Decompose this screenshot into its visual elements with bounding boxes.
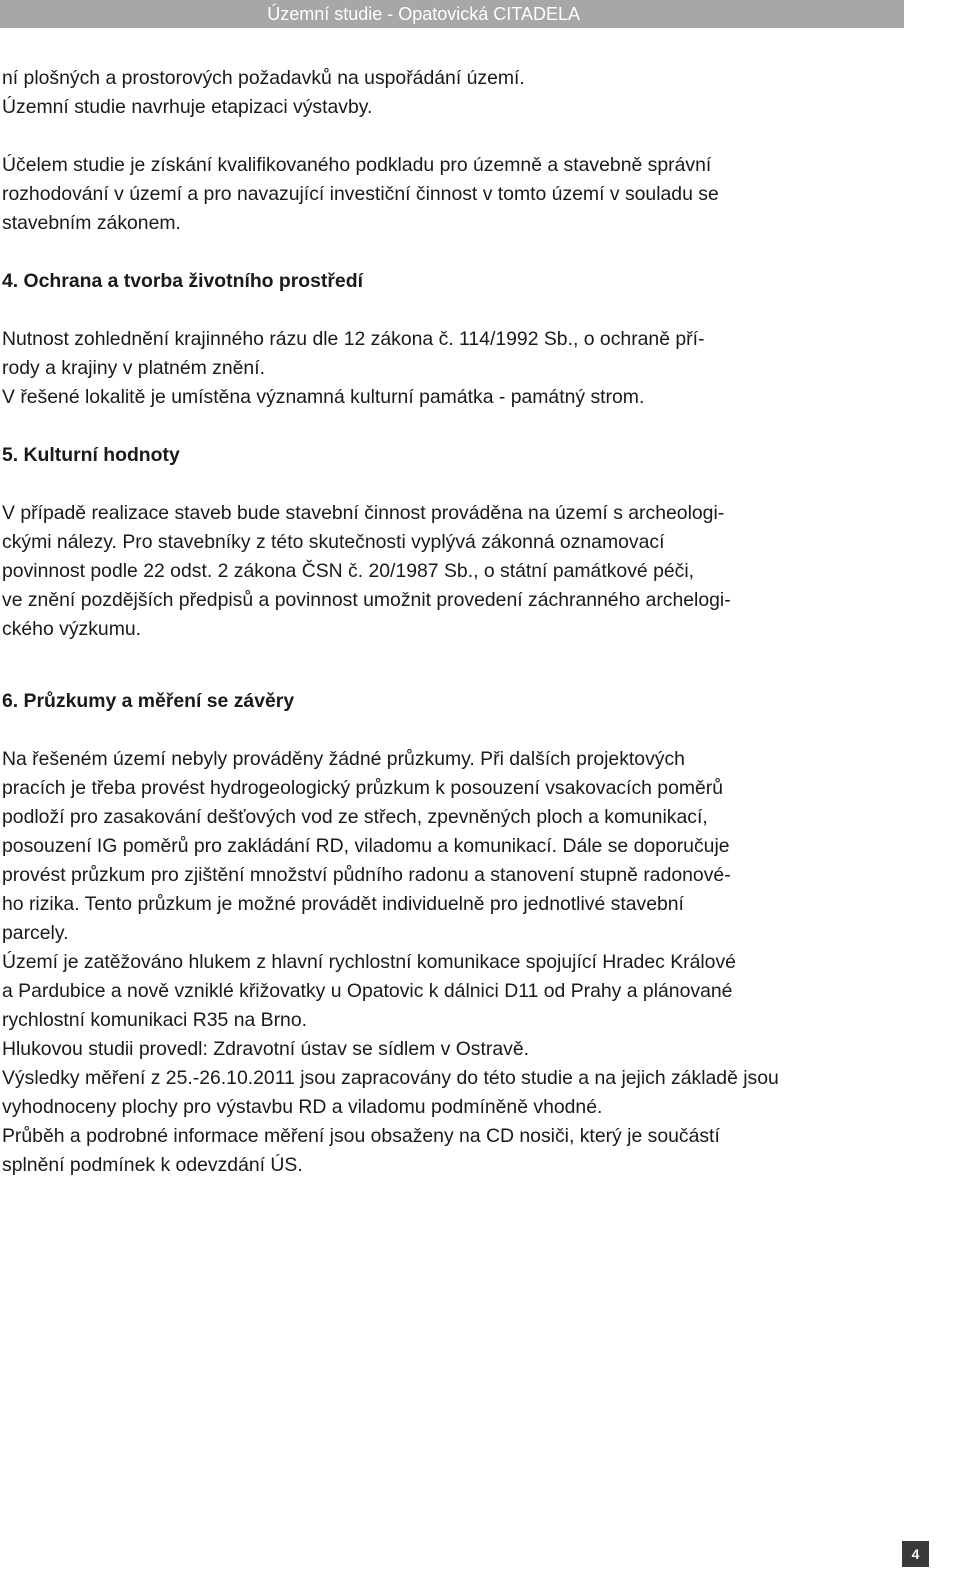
section-4-heading: 4. Ochrana a tvorba životního prostředí — [2, 270, 363, 292]
section-6-heading: 6. Průzkumy a měření se závěry — [2, 690, 295, 712]
section-5-line: ve znění pozdějších předpisů a povinnost umožnit provedení záchranného archelogi- — [2, 589, 731, 611]
section-6-line: Na řešeném území nebyly prováděny žádné průzkumy. Při dalších projektových — [2, 748, 685, 770]
section-6-line: provést průzkum pro zjištění množství půdního radonu a stanovení stupně radonové- — [2, 864, 731, 886]
purpose-line: rozhodování v území a pro navazující investiční činnost v tomto území v souladu se — [2, 183, 719, 205]
section-5-line: ckého výzkumu. — [2, 618, 142, 640]
section-6-line: posouzení IG poměrů pro zakládání RD, viladomu a komunikací. Dále se doporučuje — [2, 835, 730, 857]
section-6-line: Průběh a podrobné informace měření jsou obsaženy na CD nosiči, který je součástí — [2, 1125, 720, 1147]
section-6-line: a Pardubice a nově vzniklé křižovatky u Opatovic k dálnici D11 od Prahy a plánované — [2, 980, 733, 1002]
section-4-line: rody a krajiny v platném znění. — [2, 357, 265, 379]
section-6-line: parcely. — [2, 922, 69, 944]
section-4-line: V řešené lokalitě je umístěna významná kulturní památka - památný strom. — [2, 386, 645, 408]
section-5-heading: 5. Kulturní hodnoty — [2, 444, 180, 466]
page-number: 4 — [902, 1541, 929, 1567]
section-6-line: vyhodnoceny plochy pro výstavbu RD a viladomu podmíněně vhodné. — [2, 1096, 603, 1118]
purpose-line: Účelem studie je získání kvalifikovaného podkladu pro územně a stavebně správní — [2, 154, 712, 176]
section-6-line: splnění podmínek k odevzdání ÚS. — [2, 1154, 303, 1176]
section-5-line: povinnost podle 22 odst. 2 zákona ČSN č. 20/1987 Sb., o státní památkové péči, — [2, 560, 695, 582]
section-6-line: Hlukovou studii provedl: Zdravotní ústav se sídlem v Ostravě. — [2, 1038, 530, 1060]
section-6-line: podloží pro zasakování dešťových vod ze střech, zpevněných ploch a komunikací, — [2, 806, 708, 828]
section-4-line: Nutnost zohlednění krajinného rázu dle 12 zákona č. 114/1992 Sb., o ochraně pří- — [2, 328, 705, 350]
section-6-line: Výsledky měření z 25.-26.10.2011 jsou zapracovány do této studie a na jejich základě jsou — [2, 1067, 779, 1089]
section-6-line: pracích je třeba provést hydrogeologický průzkum k posouzení vsakovacích poměrů — [2, 777, 724, 799]
section-6-line: ho rizika. Tento průzkum je možné provádět individuelně pro jednotlivé stavební — [2, 893, 684, 915]
section-5-line: V případě realizace staveb bude stavební činnost prováděna na území s archeologi- — [2, 502, 725, 524]
purpose-line: stavebním zákonem. — [2, 212, 181, 234]
section-6-line: Území je zatěžováno hlukem z hlavní rychlostní komunikace spojující Hradec Králové — [2, 951, 736, 973]
intro-line: ní plošných a prostorových požadavků na uspořádání území. — [2, 67, 525, 89]
section-5-line: ckými nálezy. Pro stavebníky z této skutečnosti vyplývá zákonná oznamovací — [2, 531, 665, 553]
intro-line: Územní studie navrhuje etapizaci výstavby. — [2, 96, 373, 118]
page-content — [2, 64, 958, 1180]
section-6-line: rychlostní komunikaci R35 na Brno. — [2, 1009, 308, 1031]
running-header — [0, 0, 904, 28]
document-title: Územní studie - Opatovická CITADELA — [267, 3, 580, 24]
